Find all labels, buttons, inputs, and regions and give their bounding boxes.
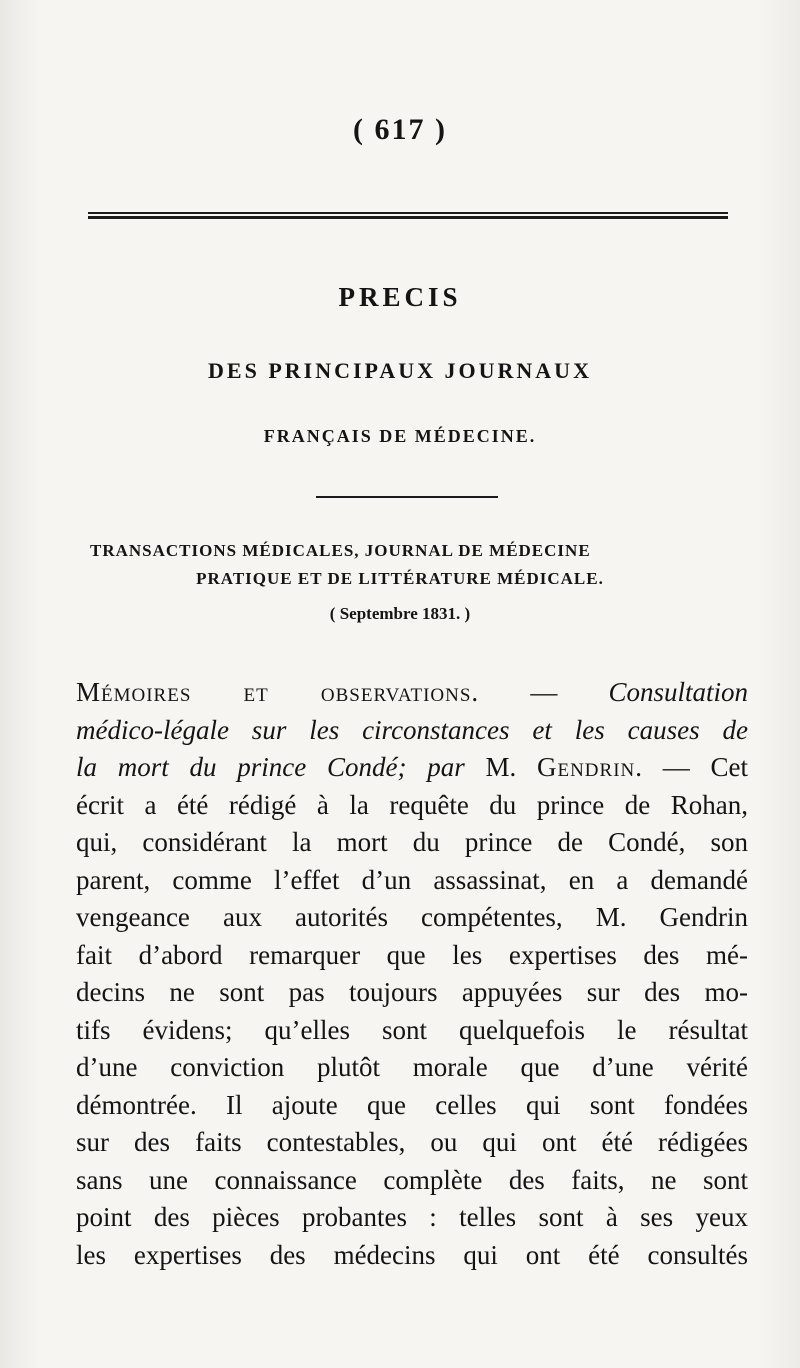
body-line: vengeance aux autorités compétentes, M. Gendrin [76,902,748,932]
body-paragraph [76,674,748,1274]
journal-name-line-1: TRANSACTIONS MÉDICALES, JOURNAL DE MÉDECINE [90,541,591,560]
journal-date: ( Septembre 1831. ) [329,604,471,623]
article-title-start: Consultation [608,677,748,707]
article-title-end: la mort du prince Condé; par [76,752,465,782]
body-line: d’une conviction plutôt morale que d’une vérité [76,1052,748,1082]
body-line: decins ne sont pas toujours appuyées sur des mo- [76,977,748,1007]
body-line-3: la mort du prince Condé; par M. Gendrin. — Cet [76,752,749,782]
section-divider [316,496,498,498]
body-line: qui, considérant la mort du prince de Condé, son [76,827,748,857]
section-subtitle: DES PRINCIPAUX JOURNAUX [208,358,592,383]
body-line: sur des faits contestables, ou qui ont été rédigées [76,1127,748,1157]
body-line: tifs évidens; qu’elles sont quelquefois le résultat [76,1014,748,1045]
rubric-heading: Mémoires et observations. [76,677,480,707]
journal-name-line-2: PRATIQUE ET DE LITTÉRATURE MÉDICALE. [196,569,604,588]
body-line: parent, comme l’effet d’un assassinat, en a demandé [76,864,748,895]
article-title-cont: médico-légale sur les circonstances et les causes de [76,714,748,745]
section-title: PRECIS [338,282,462,312]
page-number: ( 617 ) [353,113,447,146]
body-line: démontrée. Il ajoute que celles qui sont fondées [76,1089,748,1120]
author-name: Gendrin [536,752,636,782]
body-line-2 [76,712,748,750]
body-line: écrit a été rédigé à la requête du prince de Rohan, [76,789,748,820]
header-double-rule [88,212,728,219]
body-line: fait d’abord remarquer que les expertises des mé- [76,939,748,970]
body-line-1: Mémoires et observations. — Consultation [76,677,748,707]
body-line: sans une connaissance complète des faits, ne sont [76,1164,748,1195]
section-subtitle-2: FRANÇAIS DE MÉDECINE. [263,426,537,446]
body-line: point des pièces probantes : telles sont à ses yeux [76,1202,748,1232]
body-line: les expertises des médecins qui ont été consultés [76,1239,748,1270]
